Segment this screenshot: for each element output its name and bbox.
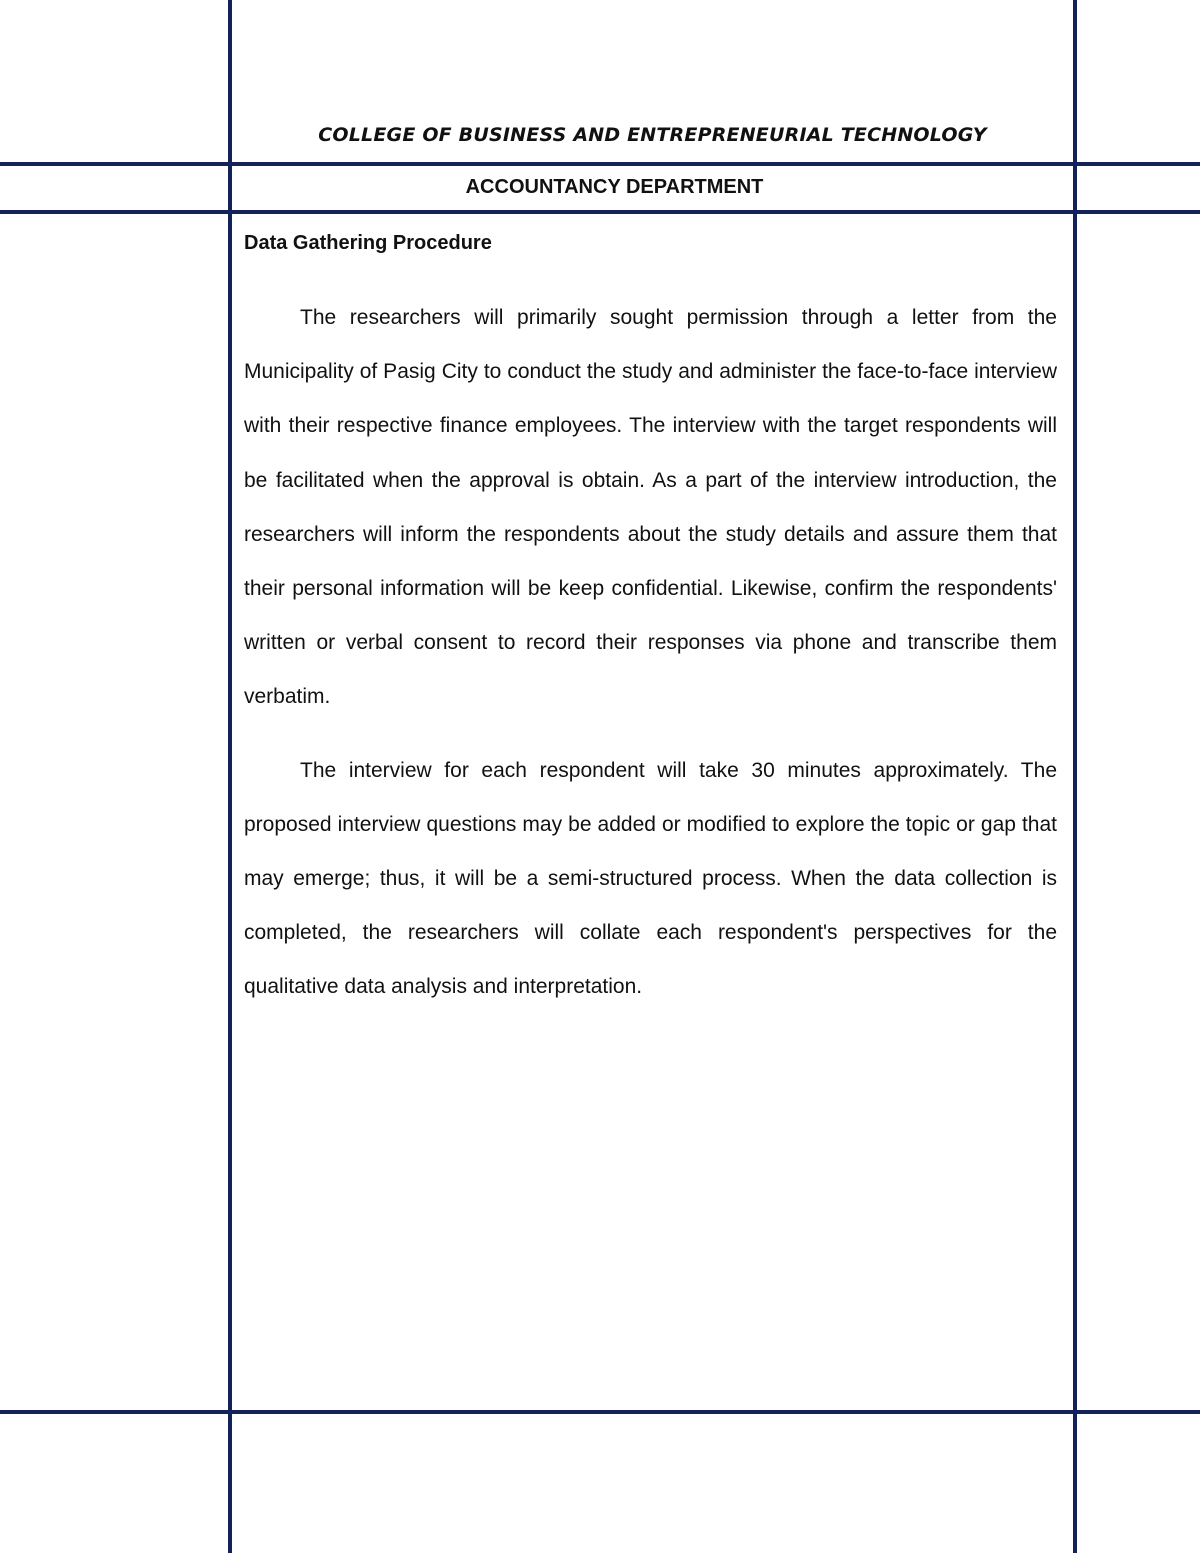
department-title: ACCOUNTANCY DEPARTMENT <box>465 176 764 198</box>
paragraph: The interview for each respondent will take 30 minutes approximately. The proposed interview questions may be added or modified to explore the topic or gap that may emerge; thus, it will be a semi-structured process. When the data collection is completed, the researchers will collate each respondent's perspectives for the qualitative data analysis and interpretation. <box>244 758 1057 999</box>
right-border-line <box>1073 0 1077 1553</box>
document-body <box>244 230 1057 1015</box>
section-heading: Data Gathering Procedure <box>244 232 492 254</box>
college-title: COLLEGE OF BUSINESS AND ENTREPRENEURIAL TECHNOLOGY <box>318 124 987 146</box>
left-border-line <box>228 0 232 1553</box>
paragraph: The researchers will primarily sought permission through a letter from the Municipality of Pasig City to conduct the study and administer the face-to-face interview with their respective finance employees. The interview with the target respondents will be facilitated when the approval is obtain. As a part of the interview introduction, the researchers will inform the respondents about the study details and assure them that their personal information will be keep confidential. Likewise, confirm the respondents' written or verbal consent to record their responses via phone and transcribe them verbatim. <box>244 306 1057 709</box>
footer-divider-line <box>0 1410 1200 1414</box>
header-divider-line <box>0 162 1200 166</box>
department-divider-line <box>0 210 1200 214</box>
